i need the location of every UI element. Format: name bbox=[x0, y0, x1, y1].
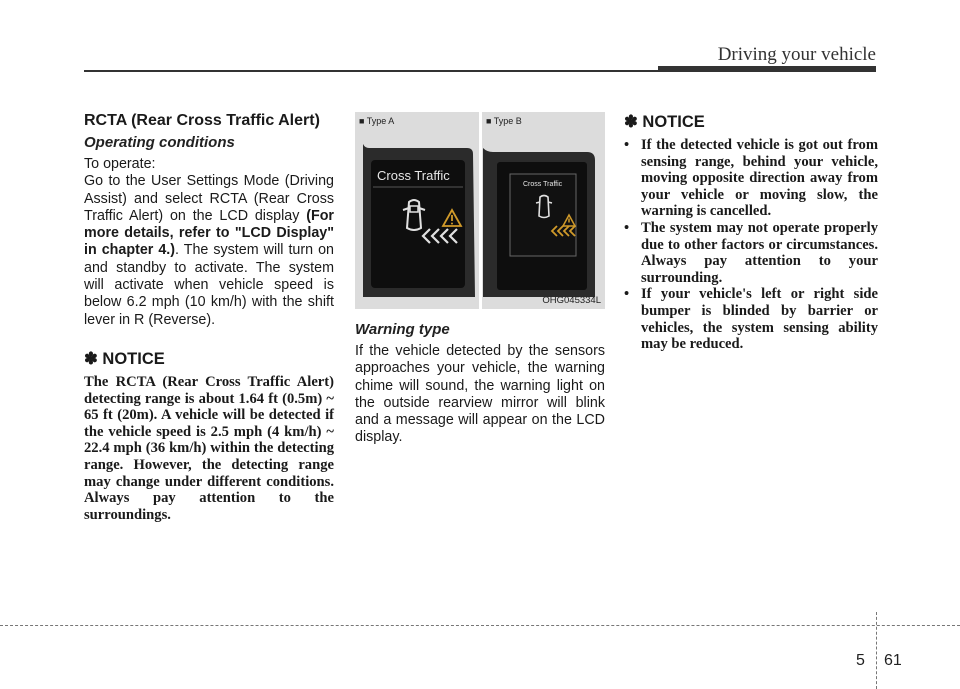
cluster-figure bbox=[355, 112, 605, 309]
to-operate-text: To operate: bbox=[84, 156, 156, 172]
section-title: RCTA (Rear Cross Traffic Alert) bbox=[84, 112, 320, 129]
type-b-label: ■ Type B bbox=[486, 116, 522, 126]
operating-paragraph bbox=[84, 173, 334, 329]
operating-paragraph-part1: Go to the User Settings Mode (Driving Assist) and select RCTA (Rear Cross Traffic Alert) on the LCD display bbox=[84, 173, 334, 224]
column-left bbox=[84, 112, 334, 523]
footer-rule bbox=[0, 625, 960, 626]
type-a-label: ■ Type A bbox=[359, 116, 395, 126]
bullet-icon: • bbox=[624, 137, 630, 153]
footer-vertical-rule bbox=[876, 612, 877, 689]
column-right bbox=[624, 112, 878, 353]
operating-paragraph-part2: . The system will turn on and standby to activate. The system will activate when vehicle speed is below 6.2 mph (10 km/h) with the shift lever in R (Reverse). bbox=[84, 242, 334, 328]
notice-item-text: If the detected vehicle is got out from sensing range, behind your vehicle, moving opposite direction away from your vehicle or moving slow, the warning is cancelled. bbox=[641, 137, 878, 220]
notice-item bbox=[624, 137, 878, 220]
notice-title-left: ✽ NOTICE bbox=[84, 349, 165, 368]
page-number: 61 bbox=[884, 652, 902, 669]
operating-conditions-heading: Operating conditions bbox=[84, 134, 235, 151]
header-rule-thick bbox=[658, 66, 876, 72]
bullet-icon: • bbox=[624, 219, 630, 236]
figure-divider bbox=[479, 112, 482, 309]
header-rule-thin bbox=[84, 70, 660, 72]
type-b-display-text: Cross Traffic bbox=[523, 181, 563, 188]
type-a-display-text: Cross Traffic bbox=[377, 168, 450, 183]
figure-code: OHG045334L bbox=[542, 295, 601, 306]
notice-item-text: The system may not operate properly due to other factors or circumstances. Always pay attention to your surrounding. bbox=[641, 219, 878, 286]
notice-item bbox=[624, 286, 878, 352]
warning-type-paragraph: If the vehicle detected by the sensors approaches your vehicle, the warning chime will sound, the warning light on the outside rearview mirror will blink and a message will appear on the LCD display. bbox=[355, 343, 605, 446]
lcd-display-reference: (For more details, refer to "LCD Display" in chapter 4.) bbox=[84, 207, 334, 259]
bullet-icon: • bbox=[624, 286, 630, 303]
notice-list bbox=[624, 137, 878, 353]
notice-item-text: If your vehicle's left or right side bumper is blinded by barrier or vehicles, the system sensing ability may be reduced. bbox=[641, 286, 878, 353]
column-middle bbox=[355, 112, 605, 447]
chapter-number: 5 bbox=[856, 652, 865, 669]
header-title: Driving your vehicle bbox=[717, 44, 876, 65]
notice-title-right: ✽ NOTICE bbox=[624, 113, 705, 131]
notice-item bbox=[624, 220, 878, 286]
notice-text-left: The RCTA (Rear Cross Traffic Alert) detecting range is about 1.64 ft (0.5m) ~ 65 ft (20m). A vehicle will be detected if the vehicle speed is 2.5 mph (4 km/h) ~ 22.4 mph (36 km/h) within the detecting range. However, the detecting range may change under different conditions. Always pay attention to the surroundings. bbox=[84, 373, 334, 523]
warning-type-heading: Warning type bbox=[355, 321, 450, 338]
